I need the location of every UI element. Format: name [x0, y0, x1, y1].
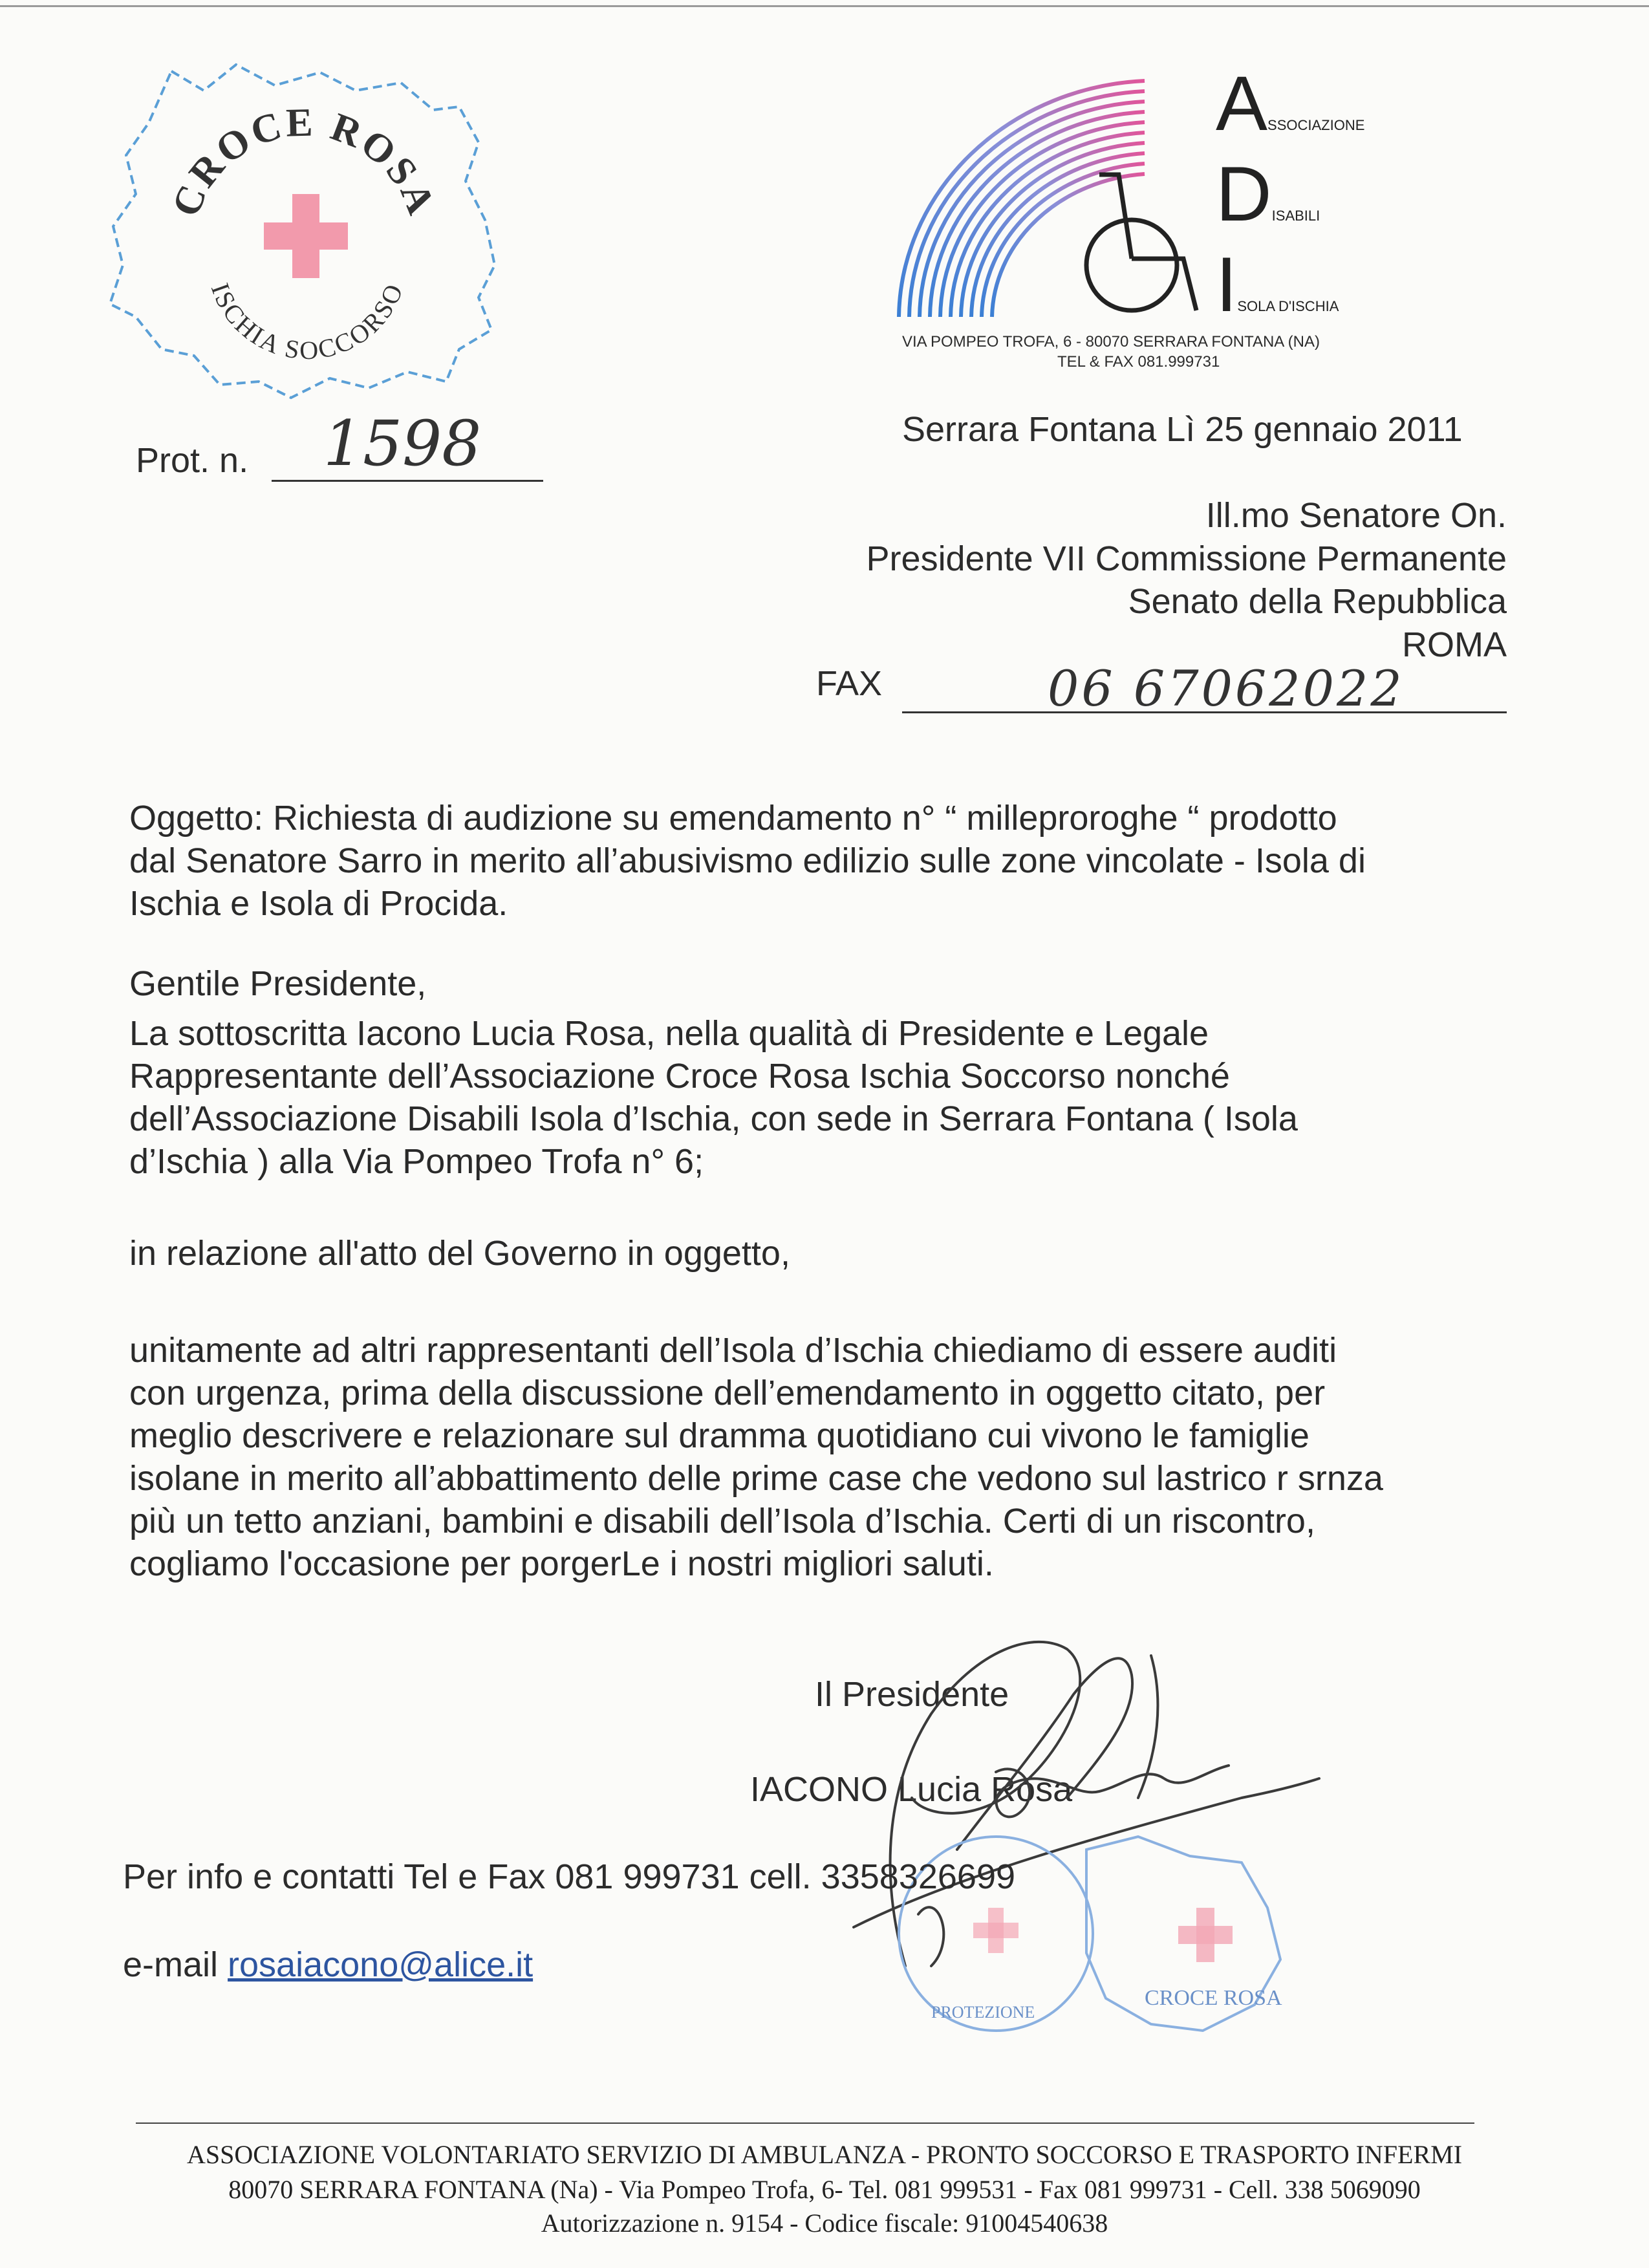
prot-underline [272, 480, 543, 482]
stamp-text: CROCE ROSA [1145, 1986, 1282, 2010]
signature-name: IACONO Lucia Rosa [750, 1770, 1073, 1809]
scan-top-edge [0, 5, 1649, 7]
recipient-line-2: Presidente VII Commissione Permanente [866, 539, 1507, 578]
logo-letter-a: A [1216, 60, 1268, 147]
email-link[interactable]: rosaiacono@alice.it [228, 1945, 534, 1984]
paragraph-3-line-5: più un tetto anziani, bambini e disabili dell’Isola d’Ischia. Certi di un riscontro, [129, 1502, 1315, 1540]
paragraph-2: in relazione all'atto del Governo in oggetto, [129, 1234, 790, 1273]
svg-text:ISCHIA SOCCORSO [206, 279, 409, 365]
email-row [123, 1944, 533, 1986]
footer-line-1: ASSOCIAZIONE VOLONTARIATO SERVIZIO DI AMBULANZA - PRONTO SOCCORSO E TRASPORTO INFERMI [186, 2140, 1463, 2169]
paragraph-3-line-4: isolane in merito all’abbattimento delle prime case che vedono sul lastrico r srnza [129, 1459, 1383, 1498]
logo-letter-i: I [1216, 241, 1238, 328]
recipient-line-3: Senato della Repubblica [1128, 582, 1507, 621]
oggetto-line-1: Oggetto: Richiesta di audizione su emendamento n° “ milleproroghe “ prodotto [129, 799, 1337, 837]
oggetto-line-3: Ischia e Isola di Procida. [129, 884, 508, 923]
email-label: e-mail [123, 1945, 219, 1984]
prot-label: Prot. n. [136, 441, 249, 480]
salutation: Gentile Presidente, [129, 964, 427, 1003]
association-stamp [892, 1811, 1293, 2057]
paragraph-3-line-6: cogliamo l'occasione per porgerLe i nostri migliori saluti. [129, 1544, 994, 1583]
paragraph-1-line-1: La sottoscritta Iacono Lucia Rosa, nella qualità di Presidente e Legale [129, 1014, 1209, 1053]
recipient-line-4: ROMA [1402, 625, 1507, 664]
oggetto-line-2: dal Senatore Sarro in merito all’abusivismo edilizio sulle zone vincolate - Isola di [129, 841, 1366, 880]
logo-word-i: SOLA D'ISCHIA [1237, 298, 1339, 314]
fax-number: 06 67062022 [1048, 660, 1405, 717]
paragraph-1-line-3: dell’Associazione Disabili Isola d’Ischia, con sede in Serrara Fontana ( Isola [129, 1099, 1298, 1138]
logo-letter-d: D [1216, 151, 1272, 237]
logo-word-a: SSOCIAZIONE [1267, 117, 1365, 133]
contacts-info: Per info e contatti Tel e Fax 081 999731 cell. 3358326699 [123, 1857, 1016, 1896]
paragraph-3-line-2: con urgenza, prima della discussione dell’emendamento in oggetto citato, per [129, 1374, 1326, 1412]
logo-address-2: TEL & FAX 081.999731 [1057, 353, 1220, 371]
prot-number: 1598 [323, 407, 482, 480]
oggetto-paragraph [129, 797, 1510, 925]
paragraph-3-line-3: meglio descrivere e relazionare sul dramma quotidiano cui vivono le famiglie [129, 1416, 1310, 1455]
footer-line-2: 80070 SERRARA FONTANA (Na) - Via Pompeo Trofa, 6- Tel. 081 999531 - Fax 081 999731 - Cell. 338 5069090 [228, 2175, 1421, 2204]
footer-line-3: Autorizzazione n. 9154 - Codice fiscale: 91004540638 [541, 2209, 1108, 2238]
stamp-text-2: PROTEZIONE [931, 2003, 1035, 2022]
adi-logo [886, 60, 1468, 388]
paragraph-1-line-2: Rappresentante dell’Associazione Croce Rosa Ischia Soccorso nonché [129, 1057, 1230, 1096]
fax-label: FAX [816, 664, 883, 703]
logo-address-1: VIA POMPEO TROFA, 6 - 80070 SERRARA FONTANA (NA) [902, 333, 1320, 351]
logo-word-d: ISABILI [1271, 208, 1320, 224]
logo-text-top: CROCE ROSA [164, 100, 444, 222]
recipient-line-1: Ill.mo Senatore On. [1205, 496, 1507, 535]
footer-divider [136, 2122, 1474, 2124]
fax-underline [902, 711, 1507, 713]
paragraph-3-line-1: unitamente ad altri rappresentanti dell’Isola d’Ischia chiediamo di essere auditi [129, 1331, 1337, 1370]
paragraph-1-line-4: d’Ischia ) alla Via Pompeo Trofa n° 6; [129, 1142, 704, 1181]
date-line: Serrara Fontana Lì 25 gennaio 2011 [902, 410, 1463, 449]
signature-title: Il Presidente [815, 1675, 1009, 1714]
paragraph-1 [129, 1012, 1510, 1183]
paragraph-3 [129, 1329, 1510, 1585]
croce-rosa-logo [97, 45, 517, 407]
logo-text-bottom: ISCHIA SOCCORSO [205, 278, 409, 365]
